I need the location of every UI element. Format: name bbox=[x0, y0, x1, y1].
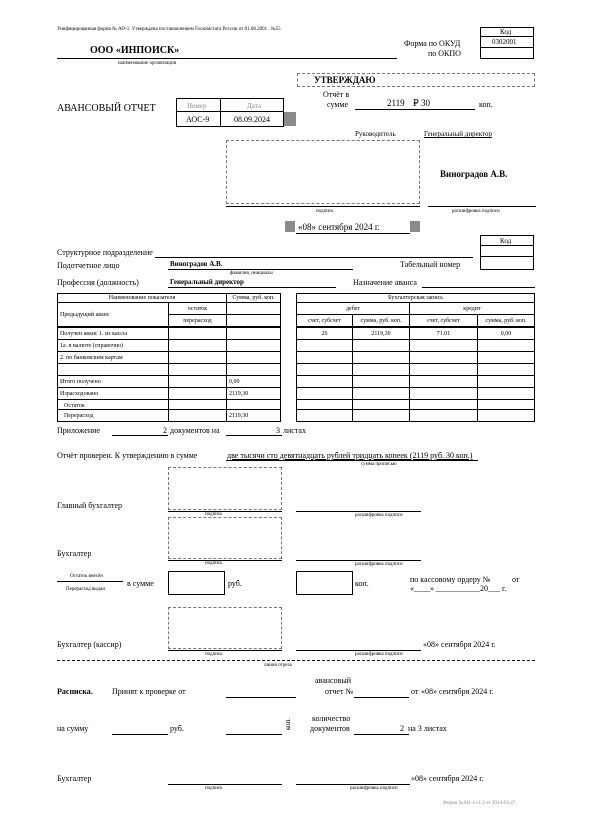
receipt-qty-line bbox=[354, 734, 409, 735]
receipt-rub: руб. bbox=[170, 724, 184, 733]
org-name-line bbox=[57, 58, 397, 59]
chief-decode-line bbox=[296, 511, 421, 512]
okpo-code-cell bbox=[480, 47, 534, 59]
amount-caption: сумма прописью bbox=[361, 462, 397, 467]
tab-label: Табельный номер bbox=[400, 260, 461, 269]
org-name: ООО «ИНПОИСК» bbox=[90, 45, 180, 56]
attach-docs-line bbox=[112, 435, 168, 436]
report-in-sum-l2: сумме bbox=[327, 100, 349, 109]
attach-docs-label: документов на bbox=[170, 426, 220, 435]
kop-value: 30 bbox=[421, 98, 430, 108]
head-sign-line bbox=[226, 206, 420, 207]
head-signature-box bbox=[226, 140, 420, 204]
credit-header: кредит bbox=[409, 302, 535, 315]
indicator-value: 2119,30 bbox=[226, 409, 281, 422]
indicator-value: 2119,30 bbox=[226, 387, 281, 400]
balance-in-sum: в сумме bbox=[127, 579, 154, 588]
cut-line-label: линия отреза bbox=[264, 663, 292, 668]
receipt-title: Расписка. bbox=[57, 687, 93, 696]
debit-sum-header: сумма, руб. коп. bbox=[352, 314, 410, 327]
balance-kop-box bbox=[296, 571, 353, 595]
person-line bbox=[168, 269, 353, 270]
date-header-cell bbox=[220, 98, 284, 112]
debit-account-header: счет, субсчет bbox=[296, 314, 353, 327]
cashier-sign-box bbox=[168, 607, 282, 649]
attach-sheets-line bbox=[226, 435, 282, 436]
cashier-sign-line bbox=[168, 650, 282, 651]
indicator-name: Получен аванс 1. из кассы bbox=[57, 327, 169, 340]
head-position: Генеральный директор bbox=[424, 130, 492, 138]
receipt-sheets: на 3 листах bbox=[408, 724, 447, 733]
person-code-label: Код bbox=[500, 237, 512, 245]
accounting-title: Бухгалтерская запись bbox=[296, 293, 535, 303]
chief-decode-caption: расшифровка подписи bbox=[355, 513, 403, 518]
sum-line bbox=[355, 109, 475, 110]
receipt-acc-date: «08» сентября 2024 г. bbox=[411, 774, 484, 783]
indicator-name: 1а. в валюте (справочно) bbox=[57, 339, 169, 352]
head-sign-caption: подпись bbox=[316, 209, 334, 214]
overspend-label: перерасход bbox=[168, 314, 227, 327]
checked-text: Отчёт проверен. К утверждению в сумме bbox=[57, 451, 198, 460]
dept-label: Структурное подразделение bbox=[57, 248, 153, 257]
okpo-label: по ОКПО bbox=[428, 49, 461, 58]
cashier-decode-caption: расшифровка подписи bbox=[355, 652, 403, 657]
prof-label: Профессия (должность) bbox=[57, 278, 139, 287]
number-header-cell bbox=[176, 98, 221, 112]
debit-account bbox=[296, 409, 353, 422]
receipt-on-sum: на сумму bbox=[57, 724, 89, 733]
attach-sheets-value: 3 bbox=[276, 426, 280, 435]
indicator-name: Итого получено bbox=[57, 375, 169, 388]
head-label: Руководитель bbox=[355, 130, 396, 138]
balance-kop: коп. bbox=[355, 579, 369, 588]
report-date: 08.09.2024 bbox=[234, 115, 270, 124]
chief-label: Главный бухгалтер bbox=[57, 501, 122, 510]
approve-header bbox=[297, 73, 535, 87]
okud-label: Форма по ОКУД bbox=[404, 39, 461, 48]
okud-code: 0302001 bbox=[492, 38, 517, 46]
code-label: Код bbox=[500, 28, 512, 36]
gray-marker-left bbox=[285, 221, 295, 232]
debit-sum bbox=[352, 409, 410, 422]
balance-label: остаток bbox=[168, 302, 227, 315]
purpose-label: Назначение аванса bbox=[353, 278, 417, 287]
balance-issued: Остаток внесён bbox=[70, 574, 103, 579]
purpose-line bbox=[422, 287, 535, 288]
attach-sheets-label: листах bbox=[283, 426, 306, 435]
overspend-value bbox=[226, 314, 281, 327]
credit-account bbox=[409, 409, 478, 422]
attach-docs-value: 2 bbox=[163, 426, 167, 435]
date-label: Дата bbox=[247, 102, 261, 110]
person-label: Подотчетное лицо bbox=[57, 261, 120, 270]
order-line2: «____» ___________20___ г. bbox=[410, 584, 507, 593]
approve-date: «08» сентября 2024 г. bbox=[298, 222, 380, 232]
form-version: Форма №АО-1-v1.2 от 2024-03-27 bbox=[443, 801, 516, 806]
receipt-adv-l1: авансовый bbox=[315, 676, 352, 685]
prof-value: Генеральный директор bbox=[170, 278, 244, 286]
indicator-name: 2. по банковским картам bbox=[57, 351, 169, 364]
receipt-qty-value: 2 bbox=[400, 724, 404, 733]
order-from: от bbox=[512, 575, 520, 584]
receipt-rub-line bbox=[112, 734, 168, 735]
accountant-decode-caption: расшифровка подписи bbox=[355, 562, 403, 567]
head-name: Виноградов А.В. bbox=[440, 169, 508, 179]
approve-title: УТВЕРЖДАЮ bbox=[314, 75, 376, 85]
receipt-kop: коп. bbox=[284, 717, 292, 730]
approve-date-line bbox=[296, 233, 410, 234]
prev-advance-label: Предыдущий аванс bbox=[57, 302, 169, 327]
credit-sum bbox=[477, 409, 535, 422]
accountant-label: Бухгалтер bbox=[57, 549, 92, 558]
receipt-from-line bbox=[226, 697, 296, 698]
debit-header: дебет bbox=[296, 302, 410, 315]
accountant-sign-box bbox=[168, 517, 282, 559]
indicator-value: 0,00 bbox=[226, 375, 281, 388]
indicator-extra bbox=[168, 409, 227, 422]
report-title: АВАНСОВЫЙ ОТЧЕТ bbox=[57, 103, 156, 114]
currency-sign: ₽ bbox=[413, 98, 419, 108]
balance-rub-box bbox=[168, 571, 225, 595]
receipt-num-line bbox=[354, 697, 409, 698]
cashier-label: Бухгалтер (кассир) bbox=[57, 640, 122, 649]
number-label: Номер bbox=[187, 102, 207, 110]
cashier-decode-line bbox=[296, 650, 421, 651]
tab-number-cell bbox=[480, 256, 534, 270]
receipt-decode-caption: расшифровка подписи bbox=[350, 786, 398, 791]
cashier-date: «08» сентября 2024 г. bbox=[423, 640, 496, 649]
org-caption: наименование организации bbox=[118, 61, 177, 66]
date-value-cell bbox=[220, 111, 284, 127]
cashier-sign-caption: подпись bbox=[205, 652, 223, 657]
order-line1: по кассовому ордеру № bbox=[410, 575, 491, 584]
credit-account: 71.01 bbox=[409, 327, 478, 340]
receipt-qty-l2: документов bbox=[310, 724, 350, 733]
receipt-qty-l1: количество bbox=[312, 714, 351, 723]
receipt-kop-line bbox=[226, 734, 282, 735]
credit-account-header: счет, субсчет bbox=[409, 314, 478, 327]
receipt-sign-line bbox=[168, 784, 282, 785]
kop-label: коп. bbox=[479, 100, 493, 109]
credit-sum: 0,00 bbox=[477, 327, 535, 340]
form-note: Унифицированная форма № АО-1. Утверждена постановлением Госкомстата России от 01.08.2001 . №55 bbox=[57, 27, 281, 32]
dept-line bbox=[155, 257, 473, 258]
report-number: АОС-9 bbox=[186, 115, 210, 124]
receipt-from: от bbox=[411, 687, 419, 696]
col-sum-header: Сумма, руб. коп. bbox=[226, 293, 281, 303]
accountant-sign-caption: подпись bbox=[205, 561, 223, 566]
rub-value: 2119 bbox=[387, 98, 405, 108]
person-caption: фамилия, инициалы bbox=[230, 271, 273, 276]
accountant-sign-line bbox=[168, 560, 282, 561]
receipt-decode-line bbox=[296, 784, 410, 785]
attach-label: Приложение bbox=[57, 426, 100, 435]
balance-rub: руб. bbox=[228, 579, 242, 588]
cut-line bbox=[57, 660, 535, 661]
indicator-name: Остаток bbox=[57, 399, 169, 410]
number-value-cell bbox=[176, 111, 221, 127]
gray-marker bbox=[284, 112, 296, 126]
debit-sum: 2119,30 bbox=[352, 327, 410, 340]
credit-sum-header: сумма, руб. коп. bbox=[477, 314, 535, 327]
indicator-name: Израсходовано bbox=[57, 387, 169, 400]
receipt-date: «08» сентября 2024 г. bbox=[421, 687, 494, 696]
receipt-accountant: Бухгалтер bbox=[57, 774, 92, 783]
amount-words-line bbox=[226, 460, 478, 461]
receipt-sign-caption: подпись bbox=[205, 786, 223, 791]
amount-words: две тысячи сто девятнадцать рублей тридцать копеек (2119 руб. 30 коп.) bbox=[227, 451, 473, 460]
debit-account: 26 bbox=[296, 327, 353, 340]
chief-sign-caption: подпись bbox=[205, 512, 223, 517]
gray-marker-right bbox=[410, 221, 420, 232]
head-decode-caption: расшифровка подписи bbox=[452, 209, 500, 214]
person-name: Виноградов А.В. bbox=[170, 260, 223, 268]
indicator-name: Перерасход bbox=[57, 409, 169, 422]
report-in-sum-l1: Отчёт в bbox=[323, 90, 350, 99]
chief-sign-line bbox=[168, 511, 282, 512]
overspend-issued: Перерасход выдан bbox=[66, 587, 106, 592]
col-name-header: Наименование показателя bbox=[57, 293, 227, 303]
balance-issued-line bbox=[57, 581, 123, 582]
receipt-accepted: Принят к проверке от bbox=[112, 687, 186, 696]
prof-line bbox=[168, 287, 336, 288]
receipt-adv-l2: отчет № bbox=[325, 687, 354, 696]
accountant-decode-line bbox=[296, 560, 421, 561]
chief-sign-box bbox=[168, 467, 282, 510]
head-decode-line bbox=[428, 206, 536, 207]
